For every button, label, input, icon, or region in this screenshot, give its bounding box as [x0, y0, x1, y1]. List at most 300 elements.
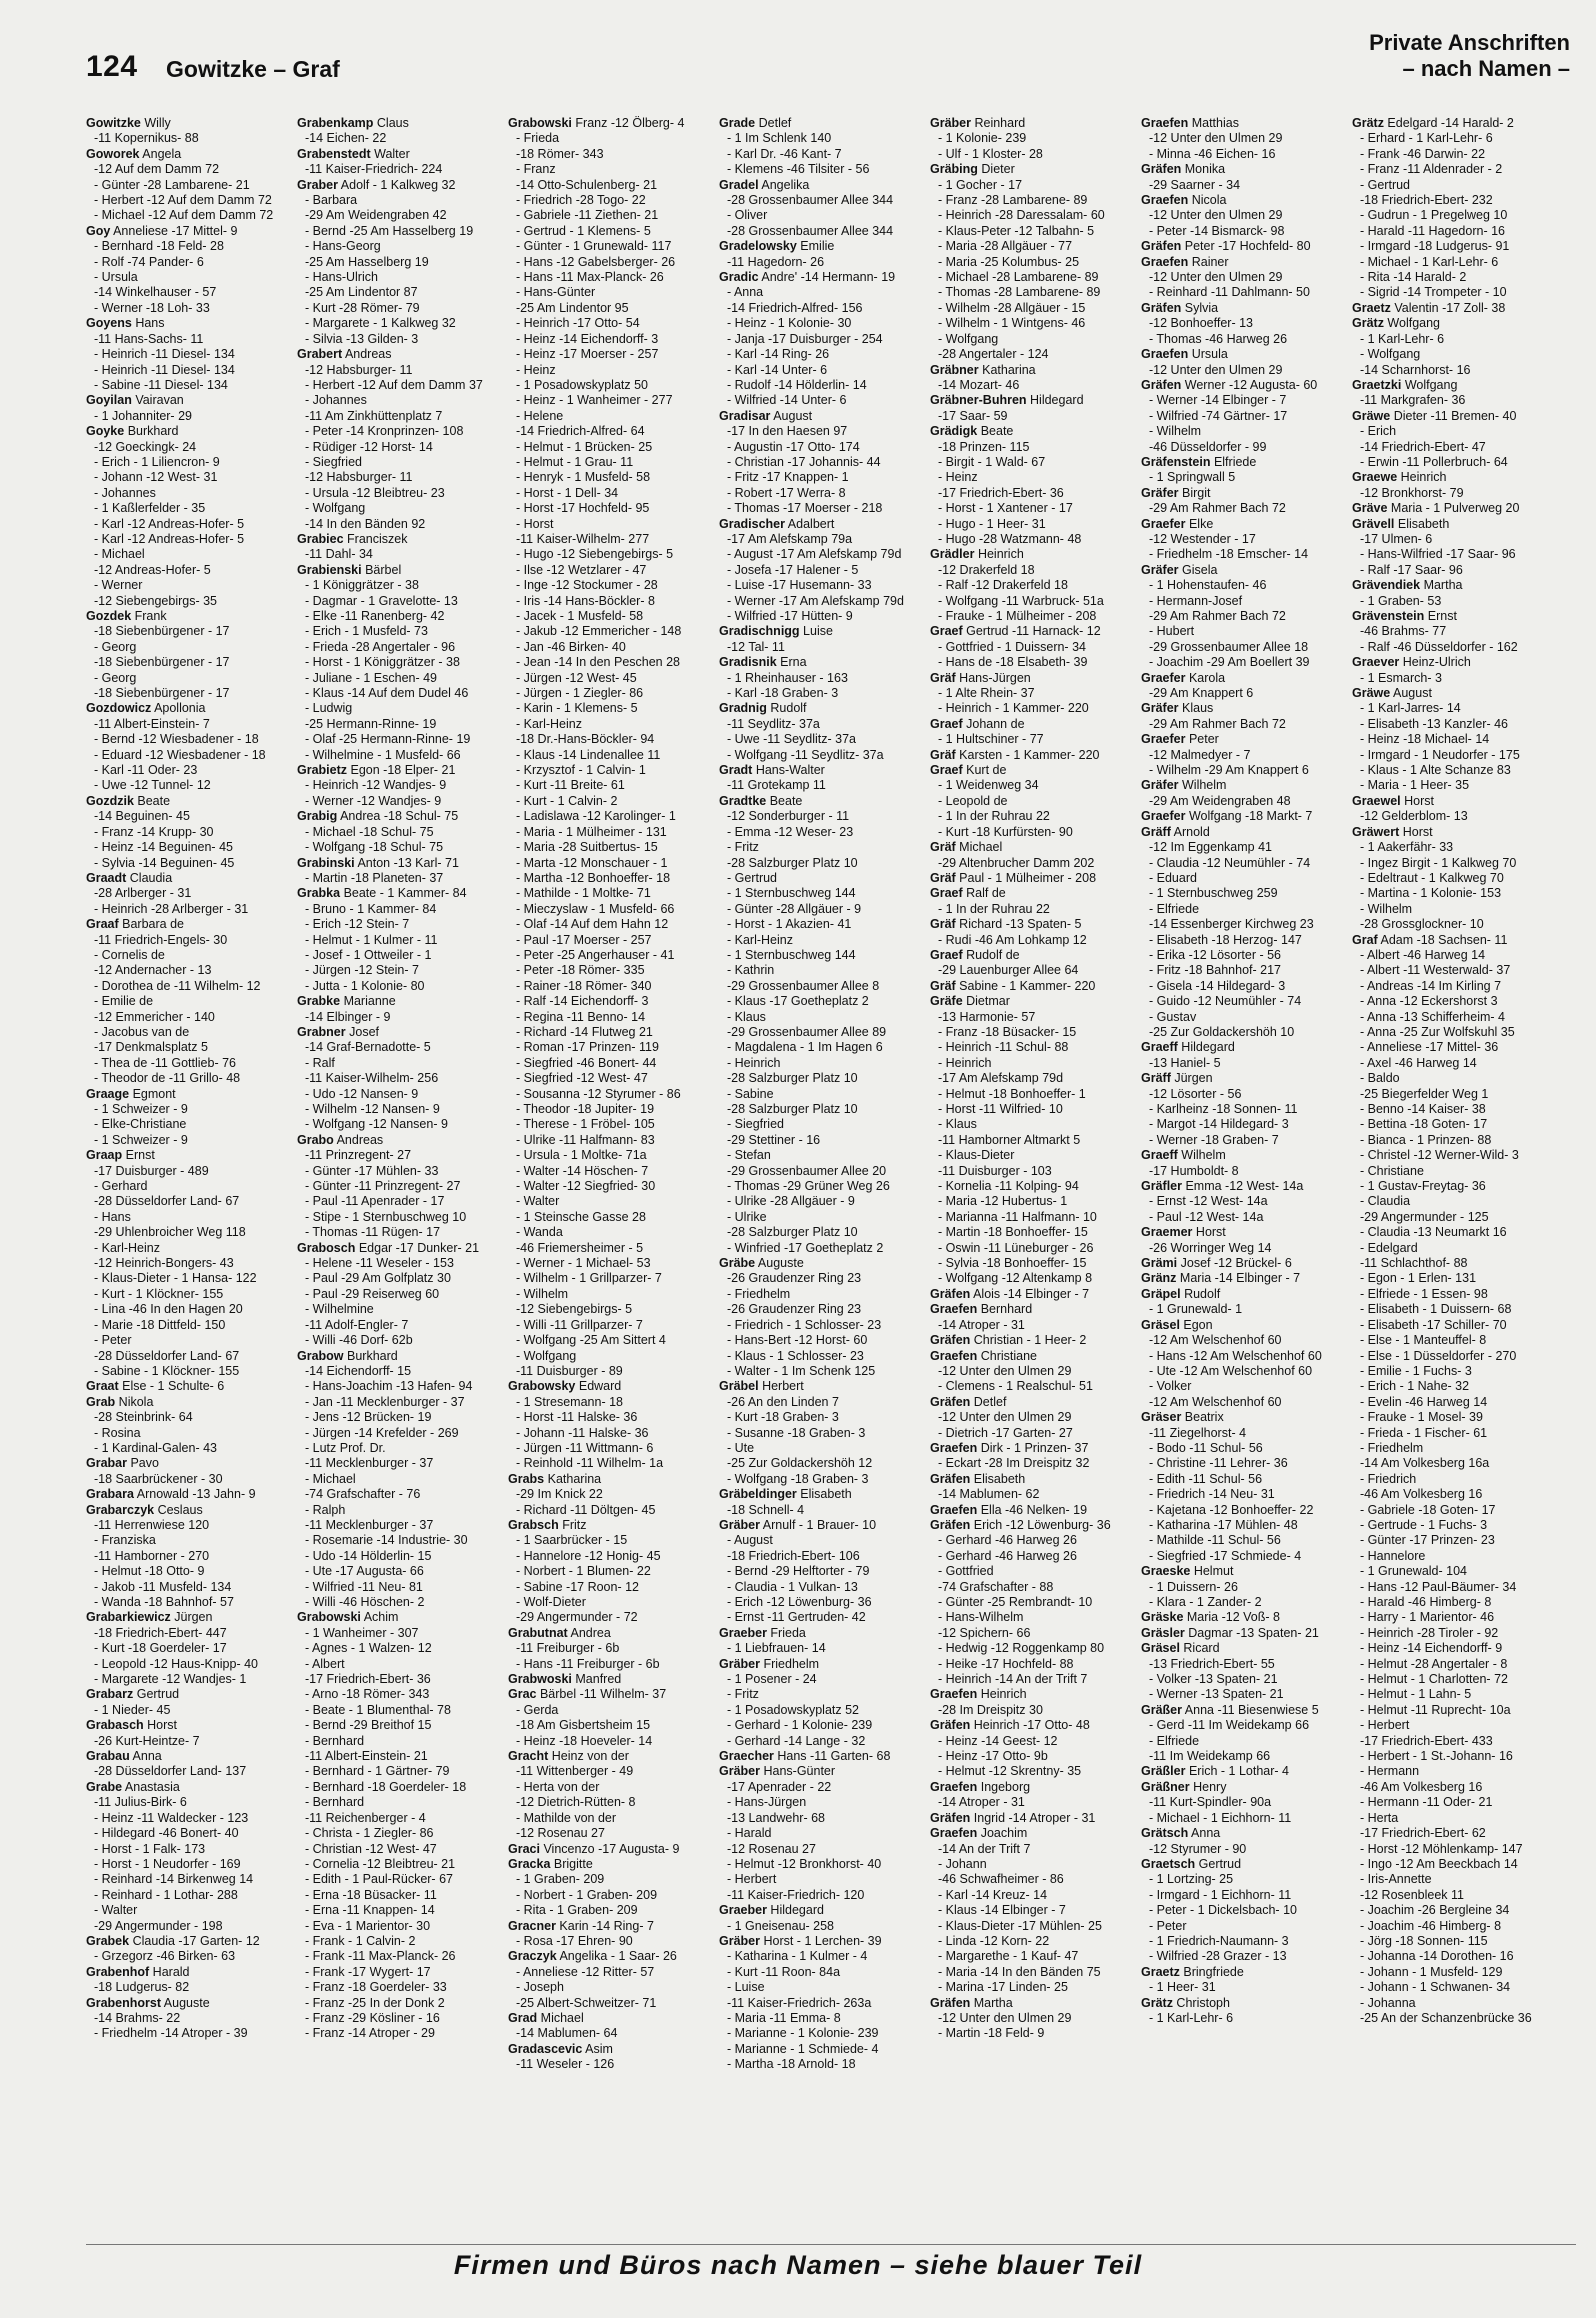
- entry-surname: Gräfen: [1141, 300, 1182, 315]
- directory-entry: [719, 1749, 922, 1764]
- entry-line: -11 Ziegelhorst- 4: [1149, 1425, 1247, 1440]
- entry-line: - 1 Grunewald- 1: [1149, 1302, 1243, 1317]
- entry-line: -12 Siebengebirgs- 35: [94, 593, 217, 608]
- entry-line: - Karl-Heinz: [94, 1240, 160, 1255]
- entry-first-name: Arnold: [1170, 824, 1210, 839]
- entry-line: - Edith - 1 Paul-Rücker- 67: [305, 1872, 453, 1887]
- entry-line: - Margot -14 Hildegard- 3: [1149, 1117, 1289, 1132]
- entry-line: -28 Grossenbaumer Allee 344: [727, 193, 894, 208]
- entry-line: -18 Römer- 343: [516, 146, 604, 161]
- entry-line: - August: [727, 1533, 773, 1548]
- entry-line: - Heinz -17 Moerser - 257: [516, 347, 659, 362]
- entry-line: - Christian -12 West- 47: [305, 1841, 437, 1856]
- entry-line: - Helmut - 1 Kulmer - 11: [305, 932, 438, 947]
- entry-line: - Karl -14 Ring- 26: [727, 347, 830, 362]
- entry-first-name: Else - 1 Schulte- 6: [118, 1379, 225, 1394]
- entry-line: -14 Friedrich-Alfred- 156: [727, 300, 863, 315]
- entry-line: - Michael - 1 Eichhorn- 11: [1149, 1810, 1292, 1825]
- entry-first-name: Katharina: [978, 362, 1036, 377]
- entry-surname: Grabke: [297, 994, 341, 1009]
- entry-first-name: Frieda: [766, 1625, 806, 1640]
- entry-first-name: Ernst: [1424, 609, 1457, 623]
- section-title-line2: – nach Namen –: [1402, 56, 1570, 81]
- directory-entry: [86, 1934, 289, 1965]
- entry-surname: Graefer: [1141, 670, 1186, 685]
- entry-first-name: Walter: [370, 146, 410, 161]
- entry-line: - 1 Rheinhauser - 163: [727, 670, 848, 685]
- entry-line: - Friedrich -28 Togo- 22: [516, 193, 646, 208]
- entry-line: - 1 Weidenweg 34: [938, 778, 1039, 793]
- entry-line: - Werner -18 Loh- 33: [94, 300, 210, 315]
- entry-surname: Gräff: [1141, 824, 1171, 839]
- directory-entry: [86, 1610, 289, 1687]
- entry-line: - Anna: [727, 285, 764, 300]
- directory-entry: [508, 1919, 711, 1950]
- directory-entry: [86, 1687, 289, 1718]
- entry-line: -12 Emmericher - 140: [94, 1009, 215, 1024]
- entry-line: -14 Eichen- 22: [305, 131, 387, 146]
- entry-first-name: Luise: [799, 624, 833, 639]
- entry-line: -26 Worringer Weg 14: [1149, 1240, 1272, 1255]
- entry-line: -14 Mablumen- 64: [516, 2026, 618, 2041]
- entry-line: - Ralf -46 Düsseldorfer - 162: [1360, 639, 1518, 654]
- entry-line: - Peter: [1149, 1918, 1187, 1933]
- entry-line: - Ludwig: [305, 701, 353, 716]
- entry-line: - Jürgen -12 Stein- 7: [305, 963, 419, 978]
- entry-surname: Grabsch: [508, 1517, 559, 1532]
- entry-line: -11 Freiburger - 6b: [516, 1641, 620, 1656]
- directory-entry: [930, 393, 1133, 424]
- directory-entry: [1141, 701, 1344, 732]
- entry-line: -14 An der Trift 7: [938, 1841, 1031, 1856]
- entry-line: - Siegfried -17 Schmiede- 4: [1149, 1548, 1302, 1563]
- entry-surname: Gräfen: [930, 1333, 971, 1348]
- entry-line: -29 Am Weidengraben 42: [305, 208, 447, 223]
- entry-line: - Gerhard -46 Harweg 26: [938, 1533, 1077, 1548]
- entry-line: - 1 Nieder- 45: [94, 1702, 171, 1717]
- entry-surname: Graeff: [1141, 1040, 1178, 1055]
- entry-first-name: Ingeborg: [977, 1779, 1031, 1794]
- entry-line: - Wilhelm -28 Allgäuer - 15: [938, 300, 1086, 315]
- entry-line: - Georg: [94, 639, 137, 654]
- entry-line: - Reinhard - 1 Lothar- 288: [94, 1887, 238, 1902]
- entry-line: - Heinrich -28 Daressalam- 60: [938, 208, 1105, 223]
- directory-entry: [930, 671, 1133, 717]
- entry-line: - Günter -28 Allgäuer - 9: [727, 901, 862, 916]
- entry-line: -14 Eichendorff- 15: [305, 1363, 412, 1378]
- entry-first-name: Franz -12 Ölberg- 4: [571, 116, 685, 130]
- entry-line: -29 Am Rahmer Bach 72: [1149, 501, 1286, 516]
- entry-line: - Horst -11 Halske- 36: [516, 1410, 638, 1425]
- directory-entry: [1141, 809, 1344, 824]
- directory-entry: [930, 363, 1133, 394]
- entry-surname: Graefen: [1141, 254, 1189, 269]
- entry-line: - 1 Karl-Lehr- 6: [1360, 331, 1445, 346]
- directory-entry: [1141, 347, 1344, 378]
- entry-first-name: Horst: [1192, 1225, 1226, 1240]
- directory-entry: [508, 1626, 711, 1672]
- entry-line: - Paul -12 West- 14a: [1149, 1209, 1264, 1224]
- directory-entry: [1352, 578, 1555, 609]
- entry-line: - Hugo -28 Watzmann- 48: [938, 531, 1082, 546]
- entry-line: - Wilhelmine: [305, 1302, 374, 1317]
- entry-line: - Theodor de -11 Grillo- 48: [94, 1071, 241, 1086]
- entry-line: - Herta: [1360, 1810, 1399, 1825]
- entry-surname: Grävenstein: [1352, 609, 1425, 623]
- entry-line: - Michael - 1 Karl-Lehr- 6: [1360, 254, 1499, 269]
- entry-surname: Graefen: [1141, 347, 1189, 362]
- entry-line: - Ulf - 1 Kloster- 28: [938, 146, 1043, 161]
- entry-line: - Mathilde -11 Schul- 56: [1149, 1533, 1281, 1548]
- entry-line: -29 Uhlenbroicher Weg 118: [94, 1225, 246, 1240]
- directory-entry: [508, 1518, 711, 1626]
- entry-line: - Gerhard -14 Lange - 32: [727, 1733, 866, 1748]
- entry-first-name: Ella -46 Nelken- 19: [977, 1502, 1088, 1517]
- directory-entry: [1141, 671, 1344, 702]
- entry-line: - Cornelis de: [94, 947, 165, 962]
- entry-first-name: Vairavan: [131, 393, 184, 408]
- entry-line: - Helene -11 Weseler - 153: [305, 1256, 454, 1271]
- entry-line: -17 Am Alefskamp 79a: [727, 531, 853, 546]
- entry-line: - 1 Schweizer - 9: [94, 1102, 188, 1116]
- directory-entry: [297, 994, 500, 1025]
- entry-line: -26 An den Linden 7: [727, 1394, 839, 1409]
- entry-line: -46 Am Volkesberg 16: [1360, 1779, 1483, 1794]
- entry-line: - Friedrich: [1360, 1471, 1417, 1486]
- entry-line: -12 Habsburger- 11: [305, 470, 413, 485]
- entry-line: - Erika -12 Lösorter - 56: [1149, 947, 1281, 962]
- entry-surname: Grabosch: [297, 1240, 356, 1255]
- entry-line: - Heinrich -12 Wandjes- 9: [305, 778, 447, 793]
- entry-surname: Grädler: [930, 547, 975, 562]
- entry-line: - Karlheinz -18 Sonnen- 11: [1149, 1102, 1298, 1116]
- entry-line: - Wolfgang: [516, 1348, 577, 1363]
- directory-column: [1352, 116, 1555, 2073]
- entry-line: -11 Hamborner Altmarkt 5: [938, 1132, 1081, 1147]
- directory-entry: [930, 840, 1133, 871]
- entry-line: -12 Andreas-Hofer- 5: [94, 562, 211, 577]
- entry-surname: Gräf: [930, 670, 956, 685]
- entry-first-name: Andre' -14 Hermann- 19: [758, 270, 896, 285]
- directory-entry: [719, 1934, 922, 2073]
- entry-surname: Grabienski: [297, 562, 362, 577]
- entry-line: - Leopold de: [938, 793, 1008, 808]
- entry-line: - Anna -25 Zur Wolfskuhl 35: [1360, 1024, 1515, 1039]
- entry-surname: Grad: [508, 2010, 538, 2025]
- entry-line: - 1 Springwall 5: [1149, 470, 1236, 485]
- entry-surname: Graci: [508, 1841, 540, 1856]
- entry-line: - Jan -11 Mecklenburger - 37: [305, 1394, 465, 1409]
- entry-line: - Josefa -17 Halener - 5: [727, 562, 859, 577]
- entry-surname: Gränz: [1141, 1271, 1177, 1286]
- entry-line: - Hans-Günter: [516, 285, 596, 300]
- entry-line: - Herta von der: [516, 1779, 600, 1794]
- entry-line: - Margarethe - 1 Kauf- 47: [938, 1949, 1079, 1964]
- entry-first-name: Anneliese -17 Mittel- 9: [110, 223, 238, 238]
- directory-entry: [86, 701, 289, 793]
- entry-line: - Hans -11 Freiburger - 6b: [516, 1656, 660, 1671]
- entry-first-name: Heinrich: [974, 547, 1024, 562]
- entry-line: - Heinrich -11 Diesel- 134: [94, 362, 235, 377]
- entry-line: - Siegfried: [305, 454, 362, 469]
- entry-line: - Frauke - 1 Mosel- 39: [1360, 1410, 1483, 1425]
- entry-first-name: Josef: [345, 1024, 379, 1039]
- directory-entry: [1141, 1826, 1344, 1857]
- entry-line: - Hans de -18 Elsabeth- 39: [938, 655, 1088, 670]
- entry-line: - Elfriede: [1149, 901, 1200, 916]
- entry-line: - Elisabeth -13 Kanzler- 46: [1360, 716, 1508, 731]
- entry-line: -28 Angertaler - 124: [938, 347, 1049, 362]
- entry-line: -14 Brahms- 22: [94, 2010, 181, 2025]
- entry-line: - Krzysztof - 1 Calvin- 1: [516, 763, 646, 778]
- entry-first-name: Hans-Jürgen: [955, 670, 1031, 685]
- entry-line: - Richard -14 Flutweg 21: [516, 1024, 653, 1039]
- entry-line: - Harald: [727, 1826, 772, 1841]
- entry-first-name: Peter: [1185, 732, 1219, 747]
- entry-line: - Cornelia -12 Bleibtreu- 21: [305, 1856, 456, 1871]
- entry-line: - Wolf-Dieter: [516, 1595, 586, 1609]
- entry-line: -18 Siebenbürgener - 17: [94, 686, 230, 701]
- page-name-range: Gowitzke – Graf: [166, 56, 340, 82]
- directory-entry: [930, 1287, 1133, 1302]
- entry-line: - Hans-Georg: [305, 239, 381, 254]
- entry-first-name: Erna: [776, 655, 807, 670]
- entry-line: - Gertrud: [1360, 177, 1411, 192]
- directory-entry: [1352, 409, 1555, 471]
- entry-line: - Martha -18 Arnold- 18: [727, 2057, 856, 2072]
- entry-first-name: Claus: [373, 116, 409, 130]
- directory-entry: [930, 717, 1133, 748]
- entry-line: - Else - 1 Düsseldorfer - 270: [1360, 1348, 1517, 1363]
- entry-line: - Bernd -29 Breithof 15: [305, 1718, 432, 1733]
- directory-entry: [930, 1718, 1133, 1780]
- entry-line: -25 Am Hasselberg 19: [305, 254, 429, 269]
- entry-line: - Gerd -11 Im Weidekamp 66: [1149, 1718, 1310, 1733]
- entry-line: -14 Beguinen- 45: [94, 809, 190, 824]
- entry-line: - Michael -18 Schul- 75: [305, 824, 434, 839]
- entry-surname: Grabau: [86, 1749, 130, 1764]
- entry-line: - Ralf: [305, 1055, 335, 1070]
- entry-line: -12 Gelderblom- 13: [1360, 809, 1468, 824]
- directory-entry: [1352, 933, 1555, 2027]
- entry-line: -29 Grossenbaumer Allee 8: [727, 978, 880, 993]
- entry-line: - Henryk - 1 Musfeld- 58: [516, 470, 651, 485]
- entry-line: - Maria -28 Allgäuer - 77: [938, 239, 1073, 254]
- directory-entry: [86, 393, 289, 424]
- entry-surname: Grabietz: [297, 763, 348, 778]
- entry-line: -28 Arlberger - 31: [94, 886, 192, 901]
- entry-line: -12 Rosenau 27: [516, 1826, 605, 1841]
- entry-first-name: Bernhard: [977, 1302, 1033, 1317]
- entry-line: - Richard -11 Döltgen- 45: [516, 1502, 656, 1517]
- entry-surname: Goy: [86, 223, 111, 238]
- entry-line: - Gertrud - 1 Klemens- 5: [516, 223, 651, 238]
- entry-line: -14 Scharnhorst- 16: [1360, 362, 1471, 377]
- entry-line: - Wolfgang -25 Am Sittert 4: [516, 1333, 666, 1348]
- entry-first-name: Rudolf: [1180, 1286, 1221, 1301]
- entry-line: -11 Albert-Einstein- 21: [305, 1749, 428, 1764]
- entry-first-name: Katharina: [544, 1471, 602, 1486]
- entry-first-name: Edgar -17 Dunker- 21: [355, 1240, 480, 1255]
- directory-entry: [86, 1996, 289, 2042]
- entry-line: - Clemens - 1 Realschul- 51: [938, 1379, 1093, 1394]
- entry-line: -17 Friedrich-Ebert- 36: [305, 1672, 431, 1687]
- entry-line: - Baldo: [1360, 1071, 1400, 1086]
- entry-first-name: Gertrud -11 Harnack- 12: [962, 624, 1101, 639]
- entry-surname: Grävendiek: [1352, 578, 1421, 593]
- entry-line: - Kajetana -12 Bonhoeffer- 22: [1149, 1502, 1314, 1517]
- entry-line: -17 In den Haesen 97: [727, 424, 848, 439]
- entry-surname: Gradt: [719, 763, 753, 778]
- entry-line: - Reinhard -11 Dahlmann- 50: [1149, 285, 1310, 300]
- directory-entry: [930, 1518, 1133, 1687]
- entry-line: - Werner: [94, 578, 143, 593]
- entry-line: -11 Schlachthof- 88: [1360, 1256, 1468, 1271]
- entry-line: - Frieda: [516, 131, 560, 146]
- entry-line: - Lutz Prof. Dr.: [305, 1440, 386, 1455]
- directory-entry: [86, 1487, 289, 1502]
- entry-line: -12 Goeckingk- 24: [94, 439, 197, 454]
- directory-entry: [1352, 517, 1555, 579]
- entry-first-name: Auguste: [755, 1256, 804, 1271]
- entry-line: -28 Düsseldorfer Land- 137: [94, 1764, 247, 1779]
- entry-line: - Erich -12 Löwenburg- 36: [727, 1595, 872, 1609]
- directory-entry: [86, 917, 289, 1086]
- entry-line: - Helmut -18 Otto- 9: [94, 1564, 205, 1579]
- entry-line: - Wilhelm: [1360, 901, 1413, 916]
- entry-line: - Walter -14 Höschen- 7: [516, 1163, 649, 1178]
- entry-line: - Bernhard -18 Feld- 28: [94, 239, 224, 254]
- directory-entry: [1141, 1410, 1344, 1564]
- entry-first-name: Sylvia: [1181, 300, 1219, 315]
- entry-surname: Graf: [1352, 932, 1378, 947]
- entry-surname: Gräfer: [1141, 485, 1179, 500]
- entry-line: -11 Kopernikus- 88: [94, 131, 199, 146]
- entry-line: - Sabine -17 Roon- 12: [516, 1579, 639, 1594]
- entry-line: - Kurt - 1 Klöckner- 155: [94, 1286, 224, 1301]
- directory-entry: [86, 609, 289, 701]
- entry-first-name: Maria - 1 Pulverweg 20: [1387, 501, 1520, 516]
- entry-line: - Heinz -14 Eichendorff- 9: [1360, 1641, 1503, 1656]
- entry-line: - Rosa -17 Ehren- 90: [516, 1933, 633, 1948]
- entry-line: - Siegfried -12 West- 47: [516, 1071, 648, 1086]
- entry-line: - Wolfgang: [938, 331, 999, 346]
- entry-line: - Martin -18 Feld- 9: [938, 2026, 1045, 2041]
- entry-line: - Kathrin: [727, 963, 775, 978]
- entry-surname: Gradascevic: [508, 2041, 583, 2056]
- entry-line: - Franz: [516, 162, 556, 177]
- entry-line: -12 Drakerfeld 18: [938, 562, 1035, 577]
- entry-surname: Graemer: [1141, 1225, 1193, 1240]
- entry-first-name: Nicola: [1188, 193, 1227, 208]
- entry-line: - Fritz: [727, 840, 759, 855]
- directory-entry: [1141, 1271, 1344, 1286]
- entry-first-name: Dieter -11 Bremen- 40: [1390, 408, 1517, 423]
- entry-line: -12 Unter den Ulmen 29: [1149, 131, 1283, 146]
- entry-surname: Gracner: [508, 1918, 556, 1933]
- entry-line: - Franz -28 Lambarene- 89: [938, 193, 1088, 208]
- entry-line: -17 Duisburger - 489: [94, 1163, 209, 1178]
- directory-entry: [508, 2011, 711, 2042]
- entry-line: - Erhard - 1 Karl-Lehr- 6: [1360, 131, 1493, 146]
- directory-entry: [297, 1133, 500, 1241]
- directory-entry: [297, 1610, 500, 2041]
- entry-line: - Margarete -12 Wandjes- 1: [94, 1672, 247, 1687]
- entry-line: - Horst -11 Wilfried- 10: [938, 1102, 1063, 1116]
- entry-line: - Wolfgang -11 Warbruck- 51a: [938, 593, 1104, 608]
- entry-first-name: Anna: [1188, 1826, 1221, 1841]
- entry-first-name: Brigitte: [550, 1856, 593, 1871]
- entry-line: - Elke-Christiane: [94, 1117, 187, 1132]
- entry-line: - Willi -46 Höschen- 2: [305, 1595, 425, 1609]
- entry-surname: Gräske: [1141, 1610, 1184, 1625]
- entry-line: - Katharina - 1 Kulmer - 4: [727, 1949, 868, 1964]
- entry-line: - Klaus-Dieter - 1 Hansa- 122: [94, 1271, 257, 1286]
- entry-surname: Grabowski: [508, 116, 572, 130]
- entry-surname: Gräfen: [930, 1810, 971, 1825]
- entry-line: - Heinz -14 Eichendorff- 3: [516, 331, 659, 346]
- entry-line: - Erna -11 Knappen- 14: [305, 1903, 435, 1918]
- entry-surname: Graefen: [930, 1302, 978, 1317]
- directory-entry: [930, 424, 1133, 547]
- entry-line: -12 Spichern- 66: [938, 1625, 1031, 1640]
- entry-line: - Christel -12 Werner-Wild- 3: [1360, 1148, 1519, 1163]
- entry-first-name: Erich - 1 Lothar- 4: [1185, 1764, 1289, 1779]
- entry-line: - Günter - 1 Grunewald- 117: [516, 239, 672, 254]
- entry-line: - Klaus: [727, 1009, 766, 1024]
- entry-line: - Josef - 1 Ottweiler - 1: [305, 947, 432, 962]
- entry-line: - Wilhelm -12 Nansen- 9: [305, 1102, 440, 1116]
- entry-line: - Johann -12 West- 31: [94, 470, 218, 485]
- entry-line: -17 Apenrader - 22: [727, 1779, 832, 1794]
- entry-surname: Gräwe: [1352, 686, 1391, 701]
- entry-line: - Heinrich -28 Tiroler - 92: [1360, 1625, 1499, 1640]
- entry-line: - Andreas -14 Im Kirling 7: [1360, 978, 1502, 993]
- entry-surname: Gräfen: [930, 1394, 971, 1409]
- entry-line: - Wolfgang -18 Schul- 75: [305, 840, 444, 855]
- entry-first-name: Beate: [977, 424, 1014, 439]
- directory-entry: [508, 1749, 711, 1841]
- entry-surname: Graefen: [930, 1826, 978, 1841]
- entry-first-name: Hildegard: [766, 1903, 824, 1918]
- entry-line: - Gabriele -11 Ziethen- 21: [516, 208, 659, 223]
- entry-surname: Gradisnik: [719, 655, 777, 670]
- entry-line: - Ute -17 Augusta- 66: [305, 1564, 424, 1579]
- entry-line: - Magdalena - 1 Im Hagen 6: [727, 1040, 883, 1055]
- entry-line: - Erwin -11 Pollerbruch- 64: [1360, 454, 1508, 469]
- entry-line: -18 Ludgerus- 82: [94, 1980, 190, 1995]
- entry-first-name: Dietmar: [962, 994, 1010, 1009]
- entry-line: - 1 Königgrätzer - 38: [305, 578, 419, 593]
- entry-line: - Jakob -11 Musfeld- 134: [94, 1579, 232, 1594]
- entry-line: - Walter -12 Siegfried- 30: [516, 1179, 656, 1194]
- entry-line: - Jacobus van de: [94, 1024, 190, 1039]
- entry-line: - Anna -12 Eckershorst 3: [1360, 994, 1498, 1009]
- entry-first-name: Josef -12 Brückel- 6: [1177, 1256, 1292, 1271]
- directory-entry: [86, 1395, 289, 1457]
- directory-column: [719, 116, 922, 2073]
- entry-line: - Mathilde von der: [516, 1810, 617, 1825]
- entry-line: - Michael -12 Auf dem Damm 72: [94, 208, 274, 223]
- entry-line: - Klaus-Dieter -17 Mühlen- 25: [938, 1918, 1102, 1933]
- entry-line: - Luise -17 Husemann- 33: [727, 578, 872, 593]
- entry-line: - Martina - 1 Kolonie- 153: [1360, 886, 1502, 901]
- entry-line: - Wolfgang -12 Altenkamp 8: [938, 1271, 1093, 1286]
- entry-first-name: Emma -12 West- 14a: [1182, 1179, 1304, 1194]
- entry-line: - Christa - 1 Ziegler- 86: [305, 1826, 434, 1841]
- entry-line: - Emilie de: [94, 994, 154, 1009]
- entry-line: - Marie -18 Dittfeld- 150: [94, 1317, 226, 1332]
